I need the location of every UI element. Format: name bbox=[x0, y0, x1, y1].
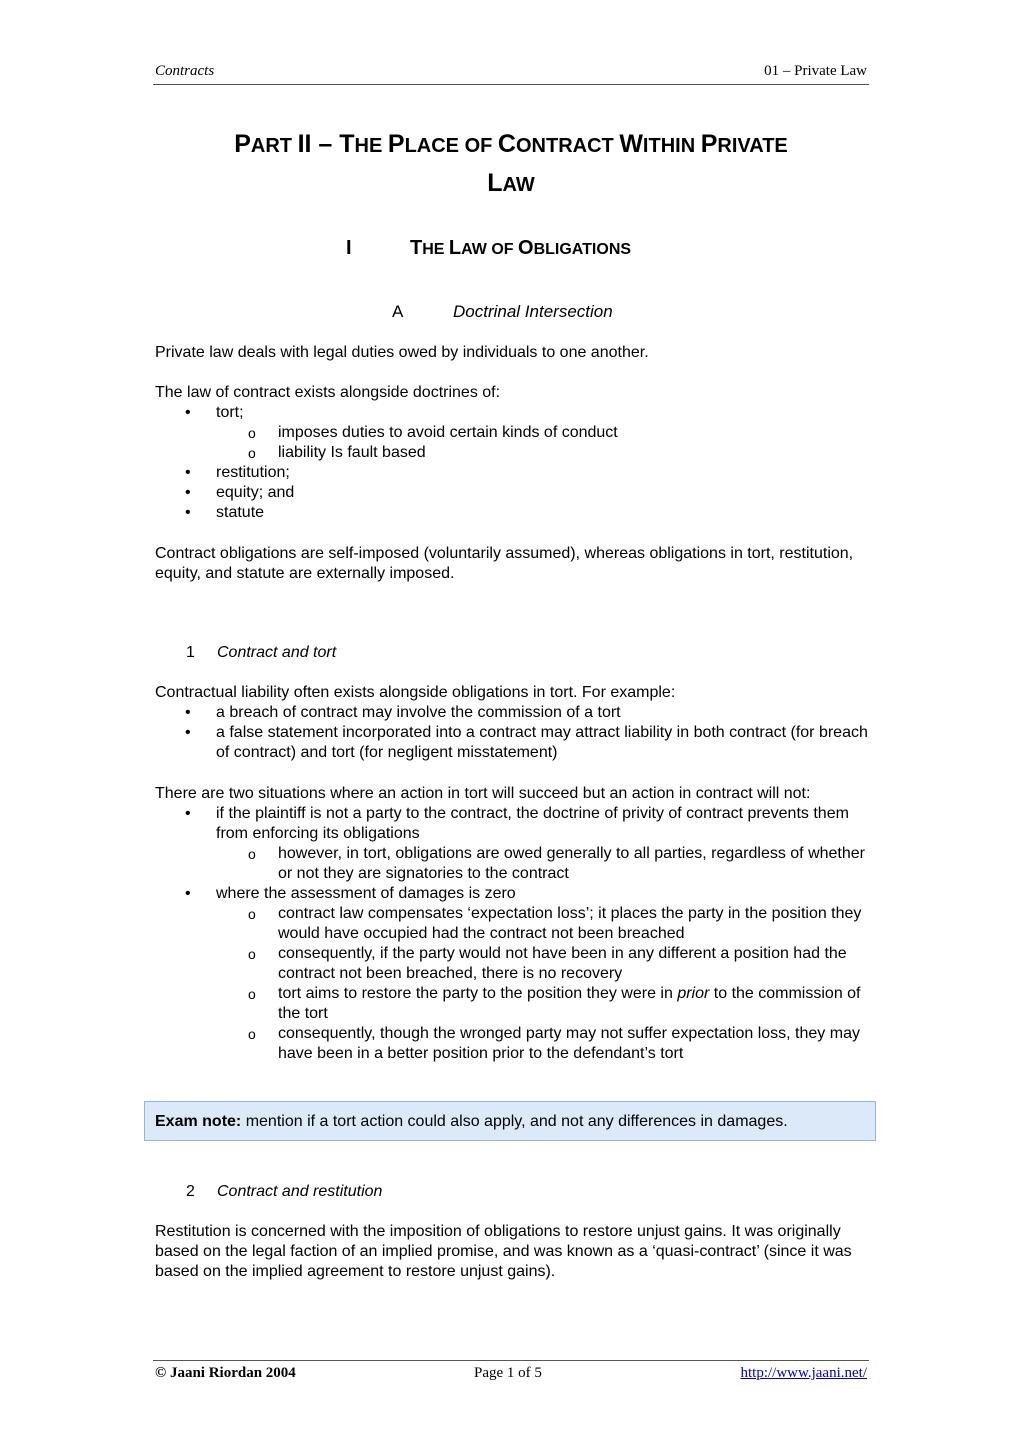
subsection-title: Doctrinal Intersection bbox=[453, 302, 613, 321]
section-heading-law-of-obligations bbox=[153, 237, 869, 263]
bullet-icon: • bbox=[185, 464, 191, 481]
heading-number: 1 bbox=[186, 644, 195, 661]
damages-sublist bbox=[216, 904, 869, 1064]
circle-bullet-icon: o bbox=[248, 986, 256, 1002]
heading-title: Contract and restitution bbox=[217, 1183, 383, 1200]
subsection-heading-doctrinal-intersection bbox=[153, 302, 869, 326]
list-item: • if the plaintiff is not a party to the contract, the doctrine of privity of contract prevents them from enforcing its obligations o however, in tort, obligations are owed generally to all parties, regardless of whether or not they are signatories to the contract bbox=[155, 804, 869, 884]
subsection-letter: A bbox=[392, 302, 404, 321]
list-item: • equity; and bbox=[185, 484, 295, 501]
paragraph-contractual-liability: Contractual liability often exists alongside obligations in tort. For example: bbox=[155, 684, 676, 701]
paragraph-two-situations: There are two situations where an action in tort will succeed but an action in contract will not: bbox=[155, 785, 811, 802]
paragraph-doctrines-intro: The law of contract exists alongside doctrines of: bbox=[155, 384, 501, 401]
examples-list bbox=[155, 703, 869, 763]
circle-bullet-icon: o bbox=[248, 445, 256, 461]
bullet-icon: • bbox=[185, 885, 191, 902]
page-header bbox=[153, 60, 869, 85]
footer-copyright: © Jaani Riordan 2004 bbox=[155, 1365, 296, 1381]
list-item: • a breach of contract may involve the commission of a tort bbox=[185, 704, 621, 721]
page-title: PART II – THE PLACE OF CONTRACT WITHIN PRIVATE LAW bbox=[234, 130, 788, 197]
circle-bullet-icon: o bbox=[248, 946, 256, 962]
heading-contract-and-restitution bbox=[153, 1183, 869, 1205]
exam-note-text: mention if a tort action could also apply, and not any differences in damages. bbox=[241, 1113, 788, 1130]
list-item: o however, in tort, obligations are owed generally to all parties, regardless of whether or not they are signatories to the contract bbox=[248, 845, 865, 882]
header-topic: 01 – Private Law bbox=[764, 63, 867, 79]
list-item: o liability Is fault based bbox=[248, 444, 426, 461]
list-item: o tort aims to restore the party to the position they were in prior to the commission of the tort bbox=[248, 985, 861, 1022]
tort-sublist bbox=[216, 423, 869, 463]
bullet-icon: • bbox=[185, 724, 191, 741]
page-footer bbox=[153, 1360, 869, 1385]
list-item: • where the assessment of damages is zero o contract law compensates ‘expectation loss’; it places the party in the position they would have occupied had the contract not been breached o consequently, if the party would not have been in any different a position had the contract not been breached, there is no recovery o tort aims to restore the party to the position they were in prior to the commission of the tort o consequently, though the wronged party may not suffer expectation loss, they may have been in a better position prior to the defendant’s tort bbox=[155, 884, 869, 1064]
situations-list bbox=[155, 804, 869, 1064]
privity-sublist bbox=[216, 844, 869, 884]
footer-page-number: Page 1 of 5 bbox=[474, 1365, 542, 1381]
paragraph-private-law: Private law deals with legal duties owed by individuals to one another. bbox=[155, 344, 649, 361]
bullet-icon: • bbox=[185, 484, 191, 501]
circle-bullet-icon: o bbox=[248, 1026, 256, 1042]
circle-bullet-icon: o bbox=[248, 846, 256, 862]
bullet-icon: • bbox=[185, 704, 191, 721]
heading-contract-and-tort bbox=[153, 644, 869, 666]
circle-bullet-icon: o bbox=[248, 425, 256, 441]
paragraph-self-imposed: Contract obligations are self-imposed (voluntarily assumed), whereas obligations in tort, restitution, equity, and statute are externally imposed. bbox=[155, 545, 854, 582]
section-title: THE LAW OF OBLIGATIONS bbox=[410, 237, 632, 259]
bullet-icon: • bbox=[185, 404, 191, 421]
list-item: • statute bbox=[185, 504, 265, 521]
paragraph-restitution: Restitution is concerned with the imposition of obligations to restore unjust gains. It was originally based on the legal faction of an implied promise, and was known as a ‘quasi-contract’ (since it was based on the implied agreement to restore unjust gains). bbox=[155, 1223, 852, 1280]
circle-bullet-icon: o bbox=[248, 906, 256, 922]
footer-website-link[interactable]: http://www.jaani.net/ bbox=[740, 1365, 867, 1381]
heading-title: Contract and tort bbox=[217, 644, 337, 661]
exam-note-label: Exam note: bbox=[155, 1113, 242, 1130]
list-item: • a false statement incorporated into a contract may attract liability in both contract (for breach of contract) and tort (for negligent misstatement) bbox=[185, 724, 868, 761]
doctrines-list bbox=[155, 403, 869, 523]
list-item: • tort; o imposes duties to avoid certain kinds of conduct o liability Is fault based bbox=[155, 403, 869, 463]
list-item: o consequently, if the party would not have been in any different a position had the contract not been breached, there is no recovery bbox=[248, 945, 847, 982]
list-item: o imposes duties to avoid certain kinds of conduct bbox=[248, 424, 618, 441]
exam-note-box bbox=[144, 1101, 876, 1141]
bullet-icon: • bbox=[185, 504, 191, 521]
section-number: I bbox=[346, 237, 352, 259]
heading-number: 2 bbox=[186, 1183, 195, 1200]
list-item: o consequently, though the wronged party may not suffer expectation loss, they may have been in a better position prior to the defendant’s tort bbox=[248, 1025, 860, 1062]
bullet-icon: • bbox=[185, 805, 191, 822]
list-item: o contract law compensates ‘expectation loss’; it places the party in the position they would have occupied had the contract not been breached bbox=[248, 905, 862, 942]
header-course: Contracts bbox=[155, 63, 215, 79]
list-item: • restitution; bbox=[185, 464, 290, 481]
